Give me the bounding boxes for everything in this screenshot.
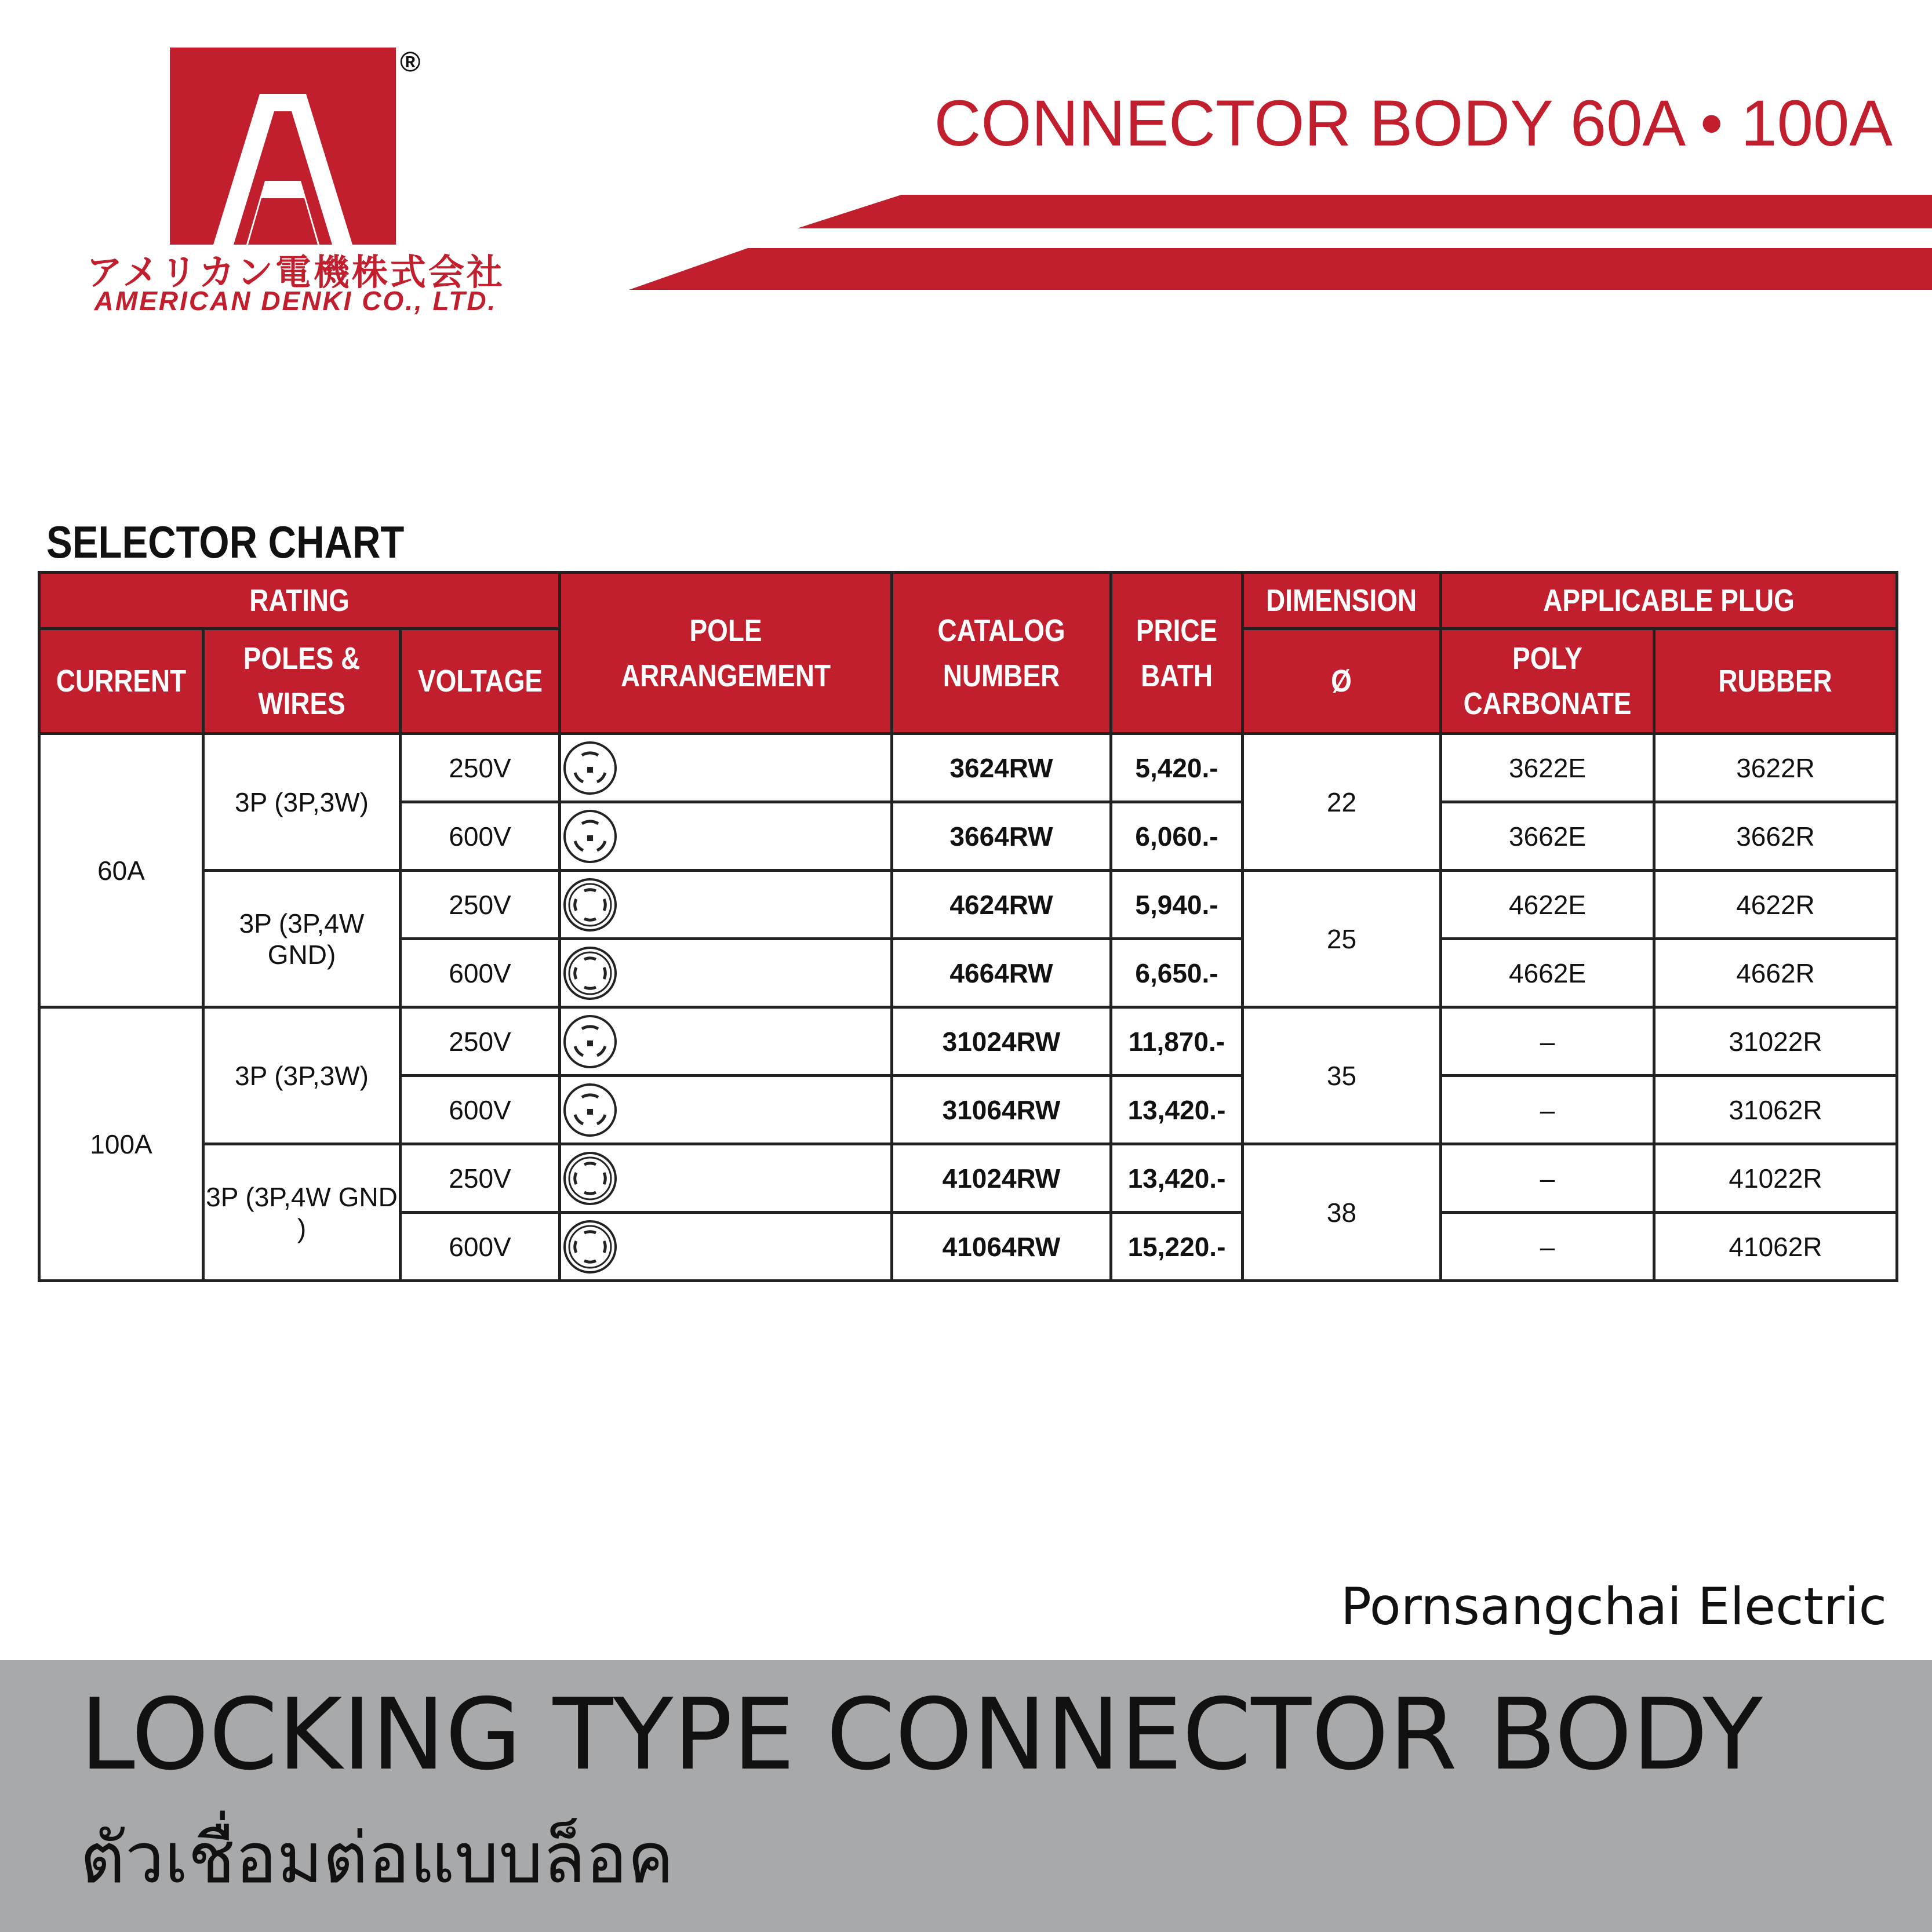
dimension-cell: 22 (1243, 734, 1441, 871)
catalog-number-cell: 41024RW (892, 1144, 1111, 1213)
catalog-number-cell: 3624RW (892, 734, 1111, 802)
poly-carbonate-cell: – (1441, 1213, 1654, 1281)
header-applicable-plug: APPLICABLE PLUG (1441, 573, 1897, 629)
selector-chart-title: SELECTOR CHART (46, 516, 405, 567)
3-pole-3-wire-icon (561, 1081, 619, 1139)
rubber-cell: 4662R (1654, 939, 1897, 1007)
header-poles-wires: POLES & WIRES (203, 629, 401, 734)
price-cell: 13,420.- (1111, 1144, 1243, 1213)
footer-banner (0, 1660, 1932, 1932)
header-rating: RATING (39, 573, 560, 629)
voltage-cell: 250V (401, 734, 560, 802)
pole-arrangement-cell (560, 734, 892, 802)
dimension-cell: 35 (1243, 1007, 1441, 1144)
poly-carbonate-cell: – (1441, 1007, 1654, 1076)
pole-arrangement-cell (560, 871, 892, 939)
rubber-cell: 4622R (1654, 871, 1897, 939)
price-cell: 11,870.- (1111, 1007, 1243, 1076)
rubber-cell: 41062R (1654, 1213, 1897, 1281)
price-cell: 13,420.- (1111, 1076, 1243, 1144)
header-poly-carbonate: POLY CARBONATE (1441, 629, 1654, 734)
registered-mark: ® (400, 47, 421, 78)
catalog-number-cell: 4624RW (892, 871, 1111, 939)
header-catalog-number: CATALOG NUMBER (892, 573, 1111, 734)
header-voltage: VOLTAGE (401, 629, 560, 734)
header-dimension-symbol: Ø (1243, 629, 1441, 734)
header-current: CURRENT (39, 629, 203, 734)
selector-chart-table (38, 571, 1898, 1282)
table-row (39, 871, 1897, 939)
poly-carbonate-cell: 3662E (1441, 802, 1654, 871)
poles-wires-cell: 3P (3P,3W) (203, 734, 401, 871)
poles-wires-cell: 3P (3P,4W GND) (203, 871, 401, 1007)
catalog-number-cell: 3664RW (892, 802, 1111, 871)
voltage-cell: 250V (401, 1144, 560, 1213)
voltage-cell: 600V (401, 939, 560, 1007)
poly-carbonate-cell: – (1441, 1076, 1654, 1144)
table-row (39, 1007, 1897, 1076)
dimension-cell: 25 (1243, 871, 1441, 1007)
distributor-name: Pornsangchai Electric (1340, 1577, 1887, 1636)
3-pole-4-wire-icon (561, 1149, 619, 1207)
table-row (39, 1144, 1897, 1213)
pole-arrangement-cell (560, 1007, 892, 1076)
current-cell: 60A (39, 734, 203, 1007)
voltage-cell: 250V (401, 871, 560, 939)
price-cell: 15,220.- (1111, 1213, 1243, 1281)
poles-wires-cell: 3P (3P,3W) (203, 1007, 401, 1144)
catalog-number-cell: 31064RW (892, 1076, 1111, 1144)
page-title: CONNECTOR BODY 60A • 100A (934, 87, 1893, 159)
rubber-cell: 41022R (1654, 1144, 1897, 1213)
voltage-cell: 600V (401, 1213, 560, 1281)
header-rubber: RUBBER (1654, 629, 1897, 734)
pole-arrangement-cell (560, 802, 892, 871)
poly-carbonate-cell: 3622E (1441, 734, 1654, 802)
poles-wires-cell: 3P (3P,4W GND ) (203, 1144, 401, 1281)
rubber-cell: 3622R (1654, 734, 1897, 802)
pole-arrangement-cell (560, 1144, 892, 1213)
company-name-jp: アメリカン電機株式会社 (86, 251, 505, 293)
voltage-cell: 250V (401, 1007, 560, 1076)
3-pole-4-wire-icon (561, 1218, 619, 1276)
catalog-number-cell: 4664RW (892, 939, 1111, 1007)
rubber-cell: 3662R (1654, 802, 1897, 871)
poly-carbonate-cell: 4622E (1441, 871, 1654, 939)
poly-carbonate-cell: – (1441, 1144, 1654, 1213)
voltage-cell: 600V (401, 802, 560, 871)
poly-carbonate-cell: 4662E (1441, 939, 1654, 1007)
catalog-number-cell: 41064RW (892, 1213, 1111, 1281)
pole-arrangement-cell (560, 1076, 892, 1144)
current-cell: 100A (39, 1007, 203, 1281)
3-pole-3-wire-icon (561, 739, 619, 797)
rubber-cell: 31062R (1654, 1076, 1897, 1144)
catalog-number-cell: 31024RW (892, 1007, 1111, 1076)
price-cell: 5,420.- (1111, 734, 1243, 802)
3-pole-4-wire-icon (561, 944, 619, 1002)
3-pole-4-wire-icon (561, 876, 619, 934)
header-stripes (0, 0, 1932, 301)
header-price: PRICE BATH (1111, 573, 1243, 734)
voltage-cell: 600V (401, 1076, 560, 1144)
rubber-cell: 31022R (1654, 1007, 1897, 1076)
product-title-th: ตัวเชื่อมต่อแบบล็อค (80, 1818, 674, 1899)
price-cell: 5,940.- (1111, 871, 1243, 939)
pole-arrangement-cell (560, 1213, 892, 1281)
dimension-cell: 38 (1243, 1144, 1441, 1281)
table-row (39, 734, 1897, 802)
price-cell: 6,060.- (1111, 802, 1243, 871)
header-dimension: DIMENSION (1243, 573, 1441, 629)
pole-arrangement-cell (560, 939, 892, 1007)
3-pole-3-wire-icon (561, 1013, 619, 1071)
product-title-en: LOCKING TYPE CONNECTOR BODY (80, 1678, 1763, 1792)
price-cell: 6,650.- (1111, 939, 1243, 1007)
company-name-en: AMERICAN DENKI CO., LTD. (94, 286, 497, 316)
header-pole-arrangement: POLE ARRANGEMENT (560, 573, 892, 734)
3-pole-3-wire-icon (561, 807, 619, 865)
